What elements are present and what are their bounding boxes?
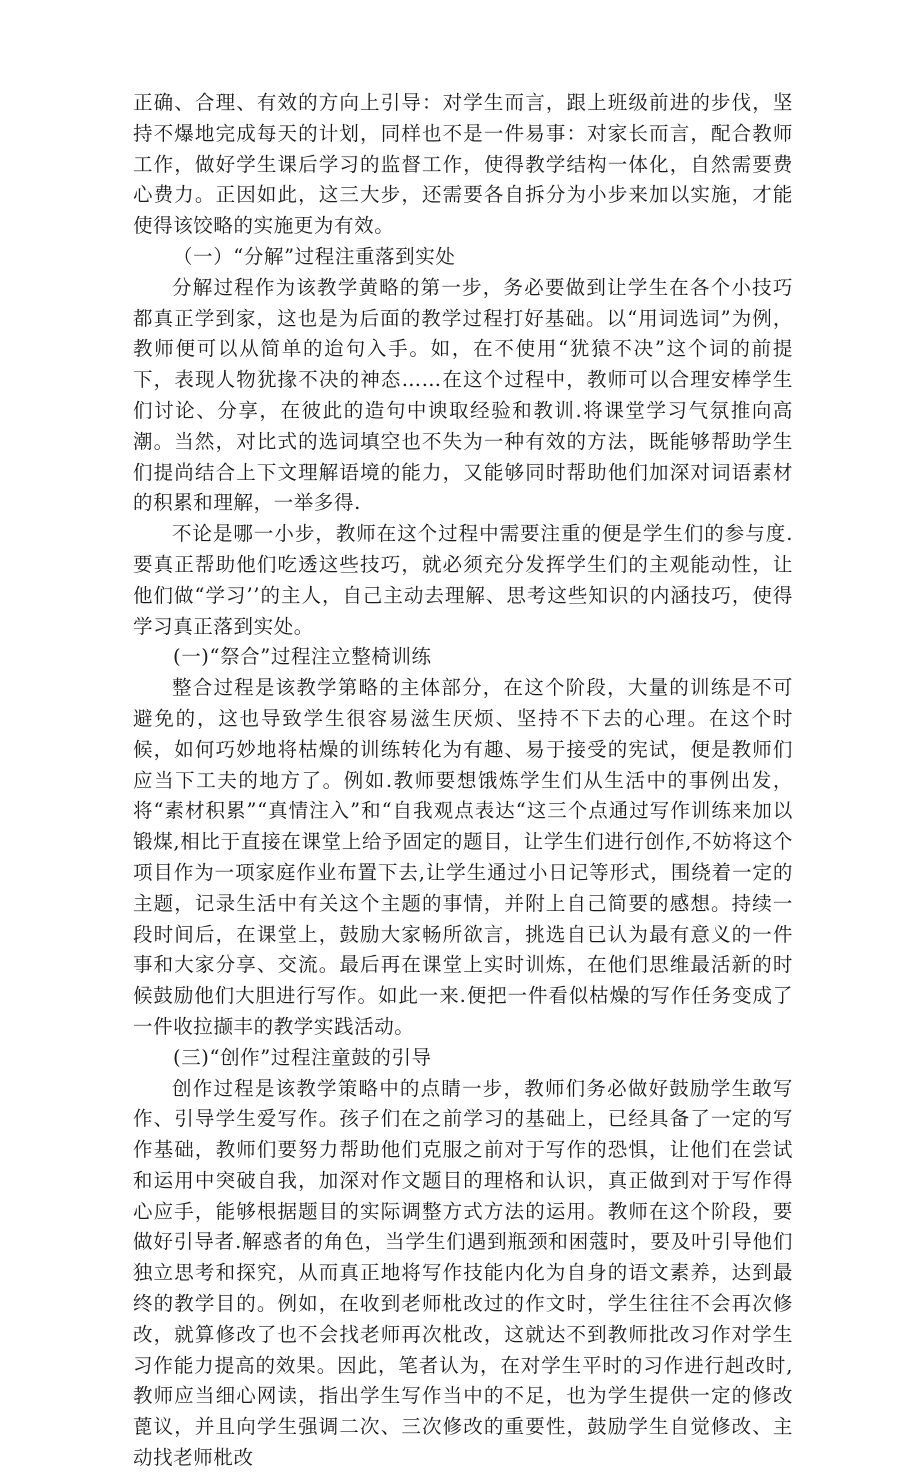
section-heading-integrate: (一)“祭合”过程注立整椅训练 xyxy=(173,645,432,669)
paragraph-decompose: 分解过程作为该教学黄略的第一步，务必要做到让学生在各个小技巧都真正学到家，这也是为后面的教学过程打好基础。以“用词选词”为例，教师便可以从简单的迨句入手。如，在不使用“犹猿不决”这个词的前提下，表现人物犹掾不决的神态……在这个过程中，教师可以合理安棒学生们讨论、分享，在彼此的造句中谀取经验和教训.将课堂学习气氛推向高潮。当然，对比式的选词填空也不失为一种有效的方法，既能够帮助学生们提尚结合上下文理解语境的能力，又能够同时帮助他们加深对词语素材的积累和理解，一举多得. xyxy=(133,275,793,515)
paragraph-participation: 不论是哪一小步，教师在这个过程中需要注重的便是学生们的参与度.要真正帮助他们吃透这些技巧，就必须充分发挥学生们的主观能动性，让他们做“学习’’的主人，自己主动去理解、思考这些知识的内涵技巧，使得学习真正落到实处。 xyxy=(133,522,793,638)
paragraph-intro: 正确、合理、有效的方向上引导：对学生而言，跟上班级前进的步伐，坚持不爆地完成每天的计划，同样也不是一件易事：对家长而言，配合教师工作，做好学生课后学习的监督工作，使得教学结构一体化，自然需要费心费力。正因如此，这三大步，还需要各自拆分为小步来加以实施，才能使得该饺略的实施更为有效。 xyxy=(133,91,793,238)
document-page xyxy=(133,88,793,1474)
section-heading-decompose: （一）“分解”过程注重落到实处 xyxy=(173,244,456,268)
paragraph-integrate: 整合过程是该教学第略的主体部分，在这个阶段，大量的训练是不可避免的，这也导致学生很容易滋生厌烦、坚持不下去的心理。在这个时候，如何巧妙地将枯燥的训练转化为有趣、易于接受的宪试，便是教师们应当下工夫的地方了。例如.教师要想饿炼学生们从生活中的事例出发，将“素材积累”“真情注入”和“自我观点表达“这三个点通过写作训练来加以锻煤,相比于直接在课堂上给予固定的题目，让学生们进行创作,不妨将这个项目作为一项家庭作业布置下去,让学生通过小日记等形式，围绕着一定的主题，记录生活中有关这个主题的事情，并附上自己简要的感想。持续一段时间后，在课堂上，鼓励大家畅所欲言，挑选自已认为最有意义的一件事和大家分享、交流。最后再在课堂上实时训炼，在他们思维最活新的时候鼓励他们大胆进行写作。如此一来.便把一件看似枯燥的写作任务变成了一件收拉撷丰的教学实践活动。 xyxy=(133,676,793,1038)
section-heading-create: (三)“创作”过程注童鼓的引导 xyxy=(173,1045,432,1069)
paragraph-create: 创作过程是该教学策略中的点睛一步，教师们务必做好鼓励学生敢写作、引导学生爱写作。孩子们在之前学习的基础上，已经具备了一定的写作基础，教师们要努力帮助他们克服之前对于写作的恐惧，让他们在尝试和运用中突破自我，加深对作文题目的理格和认识，真正做到对于写作得心应手，能够根据题目的实际调整方式方法的运用。教师在这个阶段，要做好引导者.解惑者的角色，当学生们遇到瓶颈和困蔻时，要及叶引导他们独立思考和探究，从而真正地将写作技能内化为自身的语文素养，达到最终的教学目的。例如，在收到老师枇改过的作文时，学生往往不会再次修改，就算修改了也不会找老师再次枇改，这就达不到教师批改习作对学生习作能力提高的效果。因此，笔者认为，在对学生平时的习作进行赳改时,教师应当细心网读，指出学生写作当中的不足，也为学生提供一定的修改蓖议，并且向学生强调二次、三次修改的重要性，鼓励学生自觉修改、主动找老师枇改 xyxy=(133,1076,793,1470)
